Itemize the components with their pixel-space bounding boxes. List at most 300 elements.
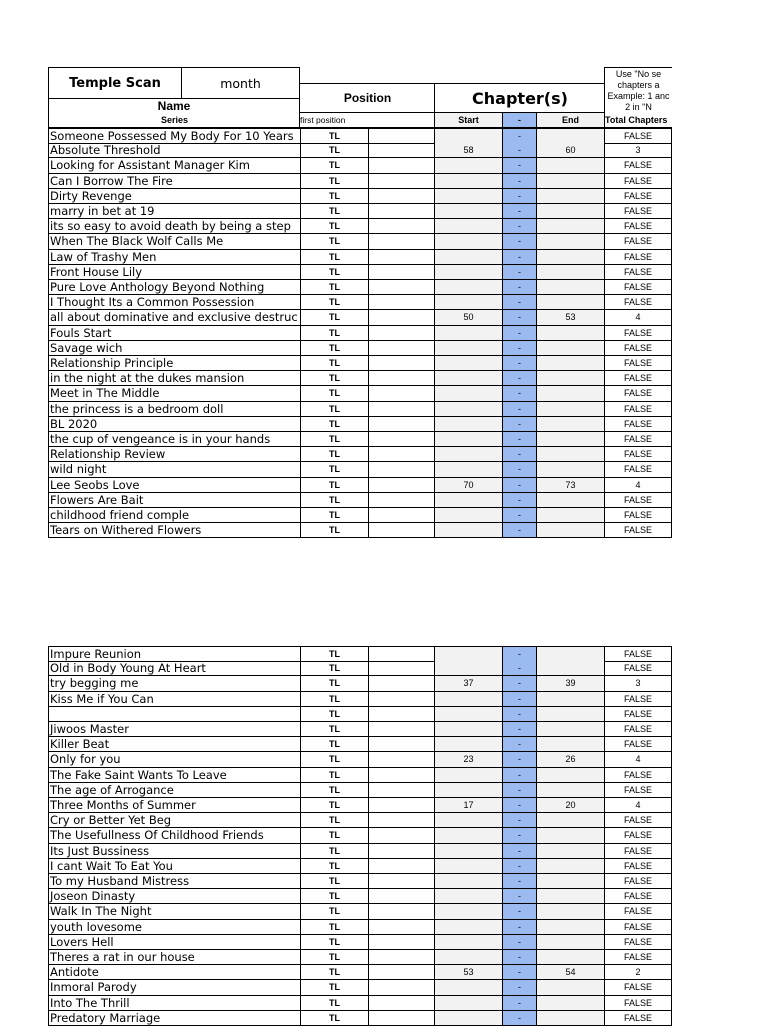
start-chapter-cell[interactable]: [434, 371, 502, 386]
end-chapter-cell[interactable]: [536, 386, 604, 401]
blank-cell[interactable]: [368, 189, 434, 204]
start-chapter-cell[interactable]: [434, 158, 502, 173]
end-chapter-cell[interactable]: [536, 859, 604, 874]
start-chapter-cell[interactable]: [434, 189, 502, 204]
series-cell[interactable]: Relationship Review: [48, 447, 300, 462]
series-cell[interactable]: Meet in The Middle: [48, 386, 300, 401]
blank-cell[interactable]: [368, 371, 434, 386]
dash-cell[interactable]: -: [502, 920, 536, 935]
position-cell[interactable]: TL: [300, 904, 368, 919]
series-cell[interactable]: Walk In The Night: [48, 904, 300, 919]
dash-cell[interactable]: -: [502, 508, 536, 523]
series-cell[interactable]: Fouls Start: [48, 326, 300, 341]
blank-cell[interactable]: [368, 462, 434, 477]
position-cell[interactable]: TL: [300, 219, 368, 234]
blank-cell[interactable]: [368, 752, 434, 767]
blank-cell[interactable]: [368, 722, 434, 737]
total-chapters-cell[interactable]: FALSE: [604, 844, 672, 859]
dash-cell[interactable]: -: [502, 219, 536, 234]
total-chapters-cell[interactable]: FALSE: [604, 462, 672, 477]
series-cell[interactable]: the cup of vengeance is in your hands: [48, 432, 300, 447]
blank-cell[interactable]: [368, 661, 434, 676]
end-chapter-cell[interactable]: [536, 280, 604, 295]
series-cell[interactable]: Front House Lily: [48, 265, 300, 280]
start-chapter-cell[interactable]: [434, 661, 502, 676]
series-cell[interactable]: The age of Arrogance: [48, 783, 300, 798]
total-chapters-cell[interactable]: FALSE: [604, 768, 672, 783]
start-chapter-cell[interactable]: [434, 447, 502, 462]
blank-cell[interactable]: [368, 647, 434, 662]
end-chapter-cell[interactable]: [536, 174, 604, 189]
series-cell[interactable]: youth lovesome: [48, 920, 300, 935]
blank-cell[interactable]: [368, 493, 434, 508]
total-chapters-cell[interactable]: FALSE: [604, 904, 672, 919]
blank-cell[interactable]: [368, 798, 434, 813]
position-cell[interactable]: TL: [300, 478, 368, 493]
dash-cell[interactable]: -: [502, 752, 536, 767]
dash-cell[interactable]: -: [502, 234, 536, 249]
dash-cell[interactable]: -: [502, 386, 536, 401]
blank-cell[interactable]: [368, 920, 434, 935]
start-chapter-cell[interactable]: [434, 768, 502, 783]
blank-cell[interactable]: [368, 341, 434, 356]
end-chapter-cell[interactable]: [536, 980, 604, 995]
end-chapter-cell[interactable]: [536, 768, 604, 783]
position-cell[interactable]: TL: [300, 432, 368, 447]
total-chapters-cell[interactable]: FALSE: [604, 935, 672, 950]
end-chapter-cell[interactable]: [536, 234, 604, 249]
series-cell[interactable]: Cry or Better Yet Beg: [48, 813, 300, 828]
position-cell[interactable]: TL: [300, 462, 368, 477]
end-chapter-cell[interactable]: [536, 889, 604, 904]
end-chapter-cell[interactable]: [536, 204, 604, 219]
position-cell[interactable]: TL: [300, 523, 368, 538]
total-chapters-cell[interactable]: 2: [604, 965, 672, 980]
start-chapter-cell[interactable]: [434, 813, 502, 828]
blank-cell[interactable]: [368, 295, 434, 310]
start-chapter-cell[interactable]: [434, 508, 502, 523]
total-chapters-cell[interactable]: FALSE: [604, 707, 672, 722]
total-chapters-cell[interactable]: FALSE: [604, 295, 672, 310]
total-chapters-cell[interactable]: FALSE: [604, 737, 672, 752]
total-chapters-cell[interactable]: 3: [604, 143, 672, 158]
series-cell[interactable]: Savage wich: [48, 341, 300, 356]
position-cell[interactable]: TL: [300, 250, 368, 265]
dash-cell[interactable]: -: [502, 935, 536, 950]
dash-cell[interactable]: -: [502, 462, 536, 477]
position-cell[interactable]: TL: [300, 508, 368, 523]
end-chapter-cell[interactable]: 60: [536, 143, 604, 158]
total-chapters-cell[interactable]: FALSE: [604, 326, 672, 341]
series-cell[interactable]: Only for you: [48, 752, 300, 767]
dash-cell[interactable]: -: [502, 904, 536, 919]
total-chapters-cell[interactable]: FALSE: [604, 647, 672, 662]
total-chapters-cell[interactable]: FALSE: [604, 813, 672, 828]
end-chapter-cell[interactable]: [536, 950, 604, 965]
total-chapters-cell[interactable]: FALSE: [604, 371, 672, 386]
position-cell[interactable]: TL: [300, 722, 368, 737]
blank-cell[interactable]: [368, 250, 434, 265]
position-cell[interactable]: TL: [300, 204, 368, 219]
start-chapter-cell[interactable]: 53: [434, 965, 502, 980]
end-chapter-cell[interactable]: [536, 523, 604, 538]
blank-cell[interactable]: [368, 129, 434, 144]
position-cell[interactable]: TL: [300, 356, 368, 371]
dash-cell[interactable]: -: [502, 189, 536, 204]
position-cell[interactable]: TL: [300, 493, 368, 508]
end-chapter-cell[interactable]: [536, 661, 604, 676]
start-chapter-cell[interactable]: [434, 204, 502, 219]
series-cell[interactable]: To my Husband Mistress: [48, 874, 300, 889]
blank-cell[interactable]: [368, 707, 434, 722]
position-cell[interactable]: TL: [300, 752, 368, 767]
dash-cell[interactable]: -: [502, 996, 536, 1011]
blank-cell[interactable]: [368, 280, 434, 295]
end-chapter-cell[interactable]: [536, 935, 604, 950]
dash-cell[interactable]: -: [502, 737, 536, 752]
position-cell[interactable]: TL: [300, 707, 368, 722]
start-chapter-cell[interactable]: [434, 174, 502, 189]
series-cell[interactable]: BL 2020: [48, 417, 300, 432]
dash-cell[interactable]: -: [502, 798, 536, 813]
series-cell[interactable]: I cant Wait To Eat You: [48, 859, 300, 874]
dash-cell[interactable]: -: [502, 356, 536, 371]
dash-cell[interactable]: -: [502, 129, 536, 144]
end-chapter-cell[interactable]: [536, 158, 604, 173]
total-chapters-cell[interactable]: FALSE: [604, 523, 672, 538]
series-cell[interactable]: Inmoral Parody: [48, 980, 300, 995]
blank-cell[interactable]: [368, 950, 434, 965]
blank-cell[interactable]: [368, 310, 434, 325]
position-cell[interactable]: TL: [300, 280, 368, 295]
dash-cell[interactable]: -: [502, 295, 536, 310]
end-chapter-cell[interactable]: [536, 219, 604, 234]
dash-cell[interactable]: -: [502, 707, 536, 722]
end-chapter-cell[interactable]: [536, 371, 604, 386]
blank-cell[interactable]: [368, 356, 434, 371]
start-chapter-cell[interactable]: [434, 129, 502, 144]
dash-cell[interactable]: -: [502, 661, 536, 676]
series-cell[interactable]: try begging me: [48, 676, 300, 691]
start-chapter-cell[interactable]: [434, 493, 502, 508]
total-chapters-cell[interactable]: 4: [604, 798, 672, 813]
dash-cell[interactable]: -: [502, 692, 536, 707]
dash-cell[interactable]: -: [502, 844, 536, 859]
dash-cell[interactable]: -: [502, 371, 536, 386]
start-chapter-cell[interactable]: 58: [434, 143, 502, 158]
position-cell[interactable]: TL: [300, 143, 368, 158]
start-chapter-cell[interactable]: [434, 844, 502, 859]
blank-cell[interactable]: [368, 676, 434, 691]
series-cell[interactable]: Dirty Revenge: [48, 189, 300, 204]
position-cell[interactable]: TL: [300, 371, 368, 386]
start-chapter-cell[interactable]: 17: [434, 798, 502, 813]
blank-cell[interactable]: [368, 828, 434, 843]
total-chapters-cell[interactable]: FALSE: [604, 950, 672, 965]
total-chapters-cell[interactable]: FALSE: [604, 447, 672, 462]
end-chapter-cell[interactable]: [536, 904, 604, 919]
total-chapters-cell[interactable]: FALSE: [604, 432, 672, 447]
position-cell[interactable]: TL: [300, 889, 368, 904]
blank-cell[interactable]: [368, 935, 434, 950]
start-chapter-cell[interactable]: [434, 265, 502, 280]
dash-cell[interactable]: -: [502, 493, 536, 508]
total-chapters-cell[interactable]: FALSE: [604, 508, 672, 523]
end-chapter-cell[interactable]: [536, 129, 604, 144]
start-chapter-cell[interactable]: [434, 341, 502, 356]
total-chapters-cell[interactable]: FALSE: [604, 783, 672, 798]
series-cell[interactable]: Kiss Me if You Can: [48, 692, 300, 707]
start-chapter-cell[interactable]: [434, 722, 502, 737]
position-cell[interactable]: TL: [300, 189, 368, 204]
end-chapter-cell[interactable]: 73: [536, 478, 604, 493]
dash-cell[interactable]: -: [502, 676, 536, 691]
blank-cell[interactable]: [368, 143, 434, 158]
series-cell[interactable]: Tears on Withered Flowers: [48, 523, 300, 538]
dash-cell[interactable]: -: [502, 341, 536, 356]
blank-cell[interactable]: [368, 523, 434, 538]
start-chapter-cell[interactable]: [434, 234, 502, 249]
position-cell[interactable]: TL: [300, 402, 368, 417]
blank-cell[interactable]: [368, 844, 434, 859]
start-chapter-cell[interactable]: [434, 996, 502, 1011]
end-chapter-cell[interactable]: [536, 447, 604, 462]
series-cell[interactable]: in the night at the dukes mansion: [48, 371, 300, 386]
dash-cell[interactable]: -: [502, 980, 536, 995]
dash-cell[interactable]: -: [502, 265, 536, 280]
start-chapter-cell[interactable]: 37: [434, 676, 502, 691]
start-chapter-cell[interactable]: [434, 935, 502, 950]
end-chapter-cell[interactable]: [536, 828, 604, 843]
start-chapter-cell[interactable]: [434, 707, 502, 722]
dash-cell[interactable]: -: [502, 965, 536, 980]
start-chapter-cell[interactable]: [434, 402, 502, 417]
position-cell[interactable]: TL: [300, 341, 368, 356]
dash-cell[interactable]: -: [502, 432, 536, 447]
start-chapter-cell[interactable]: 70: [434, 478, 502, 493]
dash-cell[interactable]: -: [502, 874, 536, 889]
start-chapter-cell[interactable]: [434, 647, 502, 662]
position-cell[interactable]: TL: [300, 859, 368, 874]
end-chapter-cell[interactable]: [536, 432, 604, 447]
start-chapter-cell[interactable]: [434, 859, 502, 874]
total-chapters-cell[interactable]: FALSE: [604, 386, 672, 401]
blank-cell[interactable]: [368, 417, 434, 432]
series-cell[interactable]: Flowers Are Bait: [48, 493, 300, 508]
series-cell[interactable]: Lee Seobs Love: [48, 478, 300, 493]
end-chapter-cell[interactable]: [536, 844, 604, 859]
series-cell[interactable]: Killer Beat: [48, 737, 300, 752]
dash-cell[interactable]: -: [502, 204, 536, 219]
start-chapter-cell[interactable]: [434, 356, 502, 371]
end-chapter-cell[interactable]: [536, 417, 604, 432]
blank-cell[interactable]: [368, 889, 434, 904]
dash-cell[interactable]: -: [502, 174, 536, 189]
series-cell[interactable]: Three Months of Summer: [48, 798, 300, 813]
end-chapter-cell[interactable]: [536, 737, 604, 752]
total-chapters-cell[interactable]: FALSE: [604, 722, 672, 737]
blank-cell[interactable]: [368, 219, 434, 234]
position-cell[interactable]: TL: [300, 965, 368, 980]
start-chapter-cell[interactable]: [434, 920, 502, 935]
total-chapters-cell[interactable]: FALSE: [604, 174, 672, 189]
end-chapter-cell[interactable]: 26: [536, 752, 604, 767]
position-cell[interactable]: TL: [300, 874, 368, 889]
dash-cell[interactable]: -: [502, 950, 536, 965]
start-chapter-cell[interactable]: [434, 280, 502, 295]
series-cell[interactable]: Into The Thrill: [48, 996, 300, 1011]
start-chapter-cell[interactable]: [434, 326, 502, 341]
end-chapter-cell[interactable]: [536, 493, 604, 508]
blank-cell[interactable]: [368, 234, 434, 249]
start-chapter-cell[interactable]: [434, 980, 502, 995]
position-cell[interactable]: TL: [300, 174, 368, 189]
dash-cell[interactable]: -: [502, 280, 536, 295]
position-cell[interactable]: TL: [300, 828, 368, 843]
position-cell[interactable]: TL: [300, 447, 368, 462]
position-cell[interactable]: TL: [300, 295, 368, 310]
total-chapters-cell[interactable]: 4: [604, 752, 672, 767]
series-cell[interactable]: Pure Love Anthology Beyond Nothing: [48, 280, 300, 295]
dash-cell[interactable]: -: [502, 828, 536, 843]
blank-cell[interactable]: [368, 965, 434, 980]
blank-cell[interactable]: [368, 980, 434, 995]
dash-cell[interactable]: -: [502, 478, 536, 493]
blank-cell[interactable]: [368, 692, 434, 707]
dash-cell[interactable]: -: [502, 143, 536, 158]
dash-cell[interactable]: -: [502, 523, 536, 538]
total-chapters-cell[interactable]: FALSE: [604, 402, 672, 417]
start-chapter-cell[interactable]: [434, 874, 502, 889]
blank-cell[interactable]: [368, 158, 434, 173]
series-cell[interactable]: Predatory Marriage: [48, 1011, 300, 1026]
end-chapter-cell[interactable]: 20: [536, 798, 604, 813]
start-chapter-cell[interactable]: [434, 523, 502, 538]
series-cell[interactable]: Theres a rat in our house: [48, 950, 300, 965]
total-chapters-cell[interactable]: FALSE: [604, 1011, 672, 1026]
blank-cell[interactable]: [368, 432, 434, 447]
total-chapters-cell[interactable]: FALSE: [604, 234, 672, 249]
dash-cell[interactable]: -: [502, 250, 536, 265]
dash-cell[interactable]: -: [502, 859, 536, 874]
series-cell[interactable]: Someone Possessed My Body For 10 Years: [48, 129, 300, 144]
series-cell[interactable]: When The Black Wolf Calls Me: [48, 234, 300, 249]
total-chapters-cell[interactable]: FALSE: [604, 661, 672, 676]
series-cell[interactable]: marry in bet at 19: [48, 204, 300, 219]
start-chapter-cell[interactable]: 50: [434, 310, 502, 325]
position-cell[interactable]: TL: [300, 798, 368, 813]
end-chapter-cell[interactable]: [536, 707, 604, 722]
total-chapters-cell[interactable]: FALSE: [604, 341, 672, 356]
total-chapters-cell[interactable]: FALSE: [604, 158, 672, 173]
series-cell[interactable]: wild night: [48, 462, 300, 477]
total-chapters-cell[interactable]: 4: [604, 478, 672, 493]
start-chapter-cell[interactable]: [434, 250, 502, 265]
total-chapters-cell[interactable]: FALSE: [604, 189, 672, 204]
position-cell[interactable]: TL: [300, 234, 368, 249]
position-cell[interactable]: TL: [300, 386, 368, 401]
dash-cell[interactable]: -: [502, 722, 536, 737]
total-chapters-cell[interactable]: FALSE: [604, 265, 672, 280]
series-cell[interactable]: The Fake Saint Wants To Leave: [48, 768, 300, 783]
total-chapters-cell[interactable]: 3: [604, 676, 672, 691]
start-chapter-cell[interactable]: [434, 737, 502, 752]
start-chapter-cell[interactable]: [434, 783, 502, 798]
blank-cell[interactable]: [368, 874, 434, 889]
total-chapters-cell[interactable]: FALSE: [604, 980, 672, 995]
position-cell[interactable]: TL: [300, 265, 368, 280]
position-cell[interactable]: TL: [300, 920, 368, 935]
dash-cell[interactable]: -: [502, 326, 536, 341]
total-chapters-cell[interactable]: FALSE: [604, 920, 672, 935]
position-cell[interactable]: TL: [300, 310, 368, 325]
blank-cell[interactable]: [368, 326, 434, 341]
end-chapter-cell[interactable]: [536, 356, 604, 371]
end-chapter-cell[interactable]: [536, 295, 604, 310]
series-cell[interactable]: I Thought Its a Common Possession: [48, 295, 300, 310]
blank-cell[interactable]: [368, 204, 434, 219]
position-cell[interactable]: TL: [300, 844, 368, 859]
total-chapters-cell[interactable]: FALSE: [604, 204, 672, 219]
start-chapter-cell[interactable]: [434, 386, 502, 401]
start-chapter-cell[interactable]: [434, 904, 502, 919]
position-cell[interactable]: TL: [300, 158, 368, 173]
series-cell[interactable]: Lovers Hell: [48, 935, 300, 950]
dash-cell[interactable]: -: [502, 310, 536, 325]
end-chapter-cell[interactable]: 54: [536, 965, 604, 980]
end-chapter-cell[interactable]: [536, 692, 604, 707]
total-chapters-cell[interactable]: FALSE: [604, 493, 672, 508]
position-cell[interactable]: TL: [300, 1011, 368, 1026]
series-cell[interactable]: Impure Reunion: [48, 647, 300, 662]
start-chapter-cell[interactable]: 23: [434, 752, 502, 767]
blank-cell[interactable]: [368, 737, 434, 752]
end-chapter-cell[interactable]: [536, 326, 604, 341]
blank-cell[interactable]: [368, 904, 434, 919]
series-cell[interactable]: Joseon Dinasty: [48, 889, 300, 904]
dash-cell[interactable]: -: [502, 158, 536, 173]
total-chapters-cell[interactable]: FALSE: [604, 417, 672, 432]
total-chapters-cell[interactable]: FALSE: [604, 874, 672, 889]
end-chapter-cell[interactable]: [536, 402, 604, 417]
end-chapter-cell[interactable]: [536, 250, 604, 265]
end-chapter-cell[interactable]: [536, 341, 604, 356]
total-chapters-cell[interactable]: FALSE: [604, 356, 672, 371]
series-cell[interactable]: Old in Body Young At Heart: [48, 661, 300, 676]
position-cell[interactable]: TL: [300, 737, 368, 752]
total-chapters-cell[interactable]: FALSE: [604, 129, 672, 144]
dash-cell[interactable]: -: [502, 813, 536, 828]
start-chapter-cell[interactable]: [434, 432, 502, 447]
end-chapter-cell[interactable]: [536, 722, 604, 737]
series-cell[interactable]: Antidote: [48, 965, 300, 980]
total-chapters-cell[interactable]: FALSE: [604, 280, 672, 295]
end-chapter-cell[interactable]: 53: [536, 310, 604, 325]
end-chapter-cell[interactable]: [536, 920, 604, 935]
position-cell[interactable]: TL: [300, 950, 368, 965]
end-chapter-cell[interactable]: [536, 647, 604, 662]
dash-cell[interactable]: -: [502, 417, 536, 432]
blank-cell[interactable]: [368, 859, 434, 874]
blank-cell[interactable]: [368, 783, 434, 798]
end-chapter-cell[interactable]: [536, 874, 604, 889]
end-chapter-cell[interactable]: [536, 462, 604, 477]
position-cell[interactable]: TL: [300, 980, 368, 995]
series-cell[interactable]: the princess is a bedroom doll: [48, 402, 300, 417]
total-chapters-cell[interactable]: FALSE: [604, 692, 672, 707]
total-chapters-cell[interactable]: FALSE: [604, 889, 672, 904]
position-cell[interactable]: TL: [300, 661, 368, 676]
